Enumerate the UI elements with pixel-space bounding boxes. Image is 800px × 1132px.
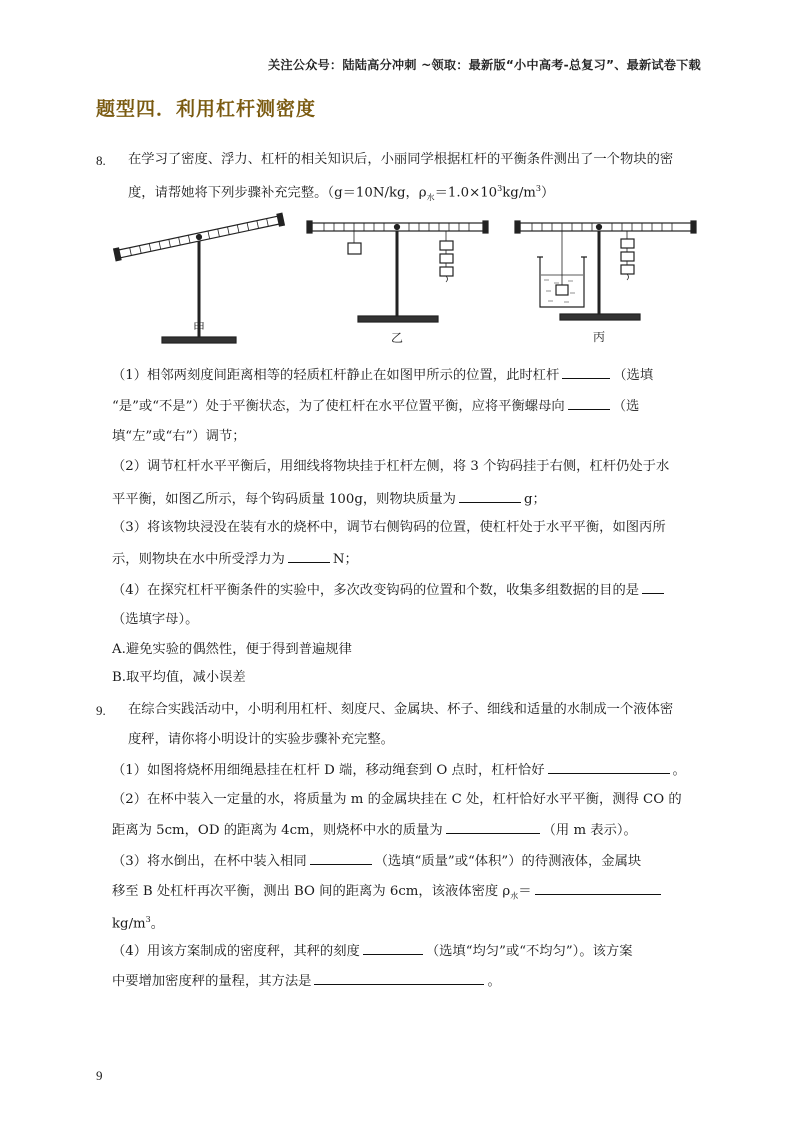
page-number: 9	[96, 1068, 103, 1083]
block-yi	[348, 243, 361, 254]
q8-part2-line2: 平平衡，如图乙所示，每个钩码质量 100g，则物块质量为 g；	[112, 489, 546, 510]
q9-part3-line1: （3）将水倒出，在杯中装入相同 （选填“质量”或“体积”）的待测液体，金属块	[112, 851, 641, 872]
stand-base-jia	[162, 337, 236, 343]
q9-part3-line3: $kg/m^3$。	[112, 915, 165, 932]
q8-part3-line1: （3）将该物块浸没在装有水的烧杯中，调节右侧钩码的位置，使杠杆处于水平平衡，如图丙所	[112, 520, 666, 535]
q8-blank-2[interactable]	[568, 396, 610, 410]
figure-label-jia: 甲	[192, 321, 206, 335]
block-bing	[556, 285, 568, 295]
q8-part2-line1: （2）调节杠杆水平平衡后，用细线将物块挂于杠杆左侧，将 3 个钩码挂于右侧，杠杆仍处于水	[112, 459, 670, 474]
q9-part3-line2: 移至 B 处杠杆再次平衡，测出 BO 间的距离为 6cm，该液体密度 $\rho_水=$	[112, 881, 664, 907]
lever-bar-bing	[515, 221, 696, 233]
q9-part1-line1: （1）如图将烧杯用细绳悬挂在杠杆 D 端，移动绳套到 O 点时，杠杆恰好 。	[112, 760, 686, 781]
q9-blank-4[interactable]	[535, 881, 661, 895]
weight-3-yi	[440, 267, 453, 276]
q8-blank-4[interactable]	[288, 549, 330, 563]
section-title: 题型四．利用杠杆测密度	[96, 98, 317, 120]
q9-part2-line2: 距离为 5cm，OD 的距离为 4cm，则烧杯中水的质量为 （用 m 表示）。	[112, 820, 637, 841]
question-9-number: 9.	[96, 703, 106, 718]
q9-part2-line1: （2）在杯中装入一定量的水，将质量为 m 的金属块挂在 C 处，杠杆恰好水平平衡，测得 CO 的	[112, 792, 682, 807]
q8-part1-line3: 填“左”或“右”）调节；	[112, 429, 246, 444]
q9-stem-line2: 度秤，请你将小明设计的实验步骤补充完整。	[128, 732, 394, 747]
q9-part4-line2: 中要增加密度秤的量程，其方法是 。	[112, 971, 501, 992]
q8-blank-5[interactable]	[642, 580, 664, 594]
stand-base-yi	[358, 316, 438, 322]
q8-blank-3[interactable]	[459, 489, 521, 503]
q8-part1-line2: “是”或“不是”）处于平衡状态，为了使杠杆在水平位置平衡，应将平衡螺母向 （选	[112, 396, 639, 417]
weight-2-yi	[440, 254, 453, 263]
q8-part4-line2: （选填字母）。	[112, 612, 199, 627]
q9-stem-line1: 在综合实践活动中，小明利用杠杆、刻度尺、金属块、杯子、细线和适量的水制成一个液体密	[128, 702, 674, 717]
figure-yi	[307, 221, 488, 322]
lever-bar-yi	[307, 221, 488, 233]
q8-stem-line2: 度，请帮她将下列步骤补充完整。（g＝10N/kg，$\rho_水=1.0\times 10^3kg/m^3$）	[128, 184, 555, 203]
q9-blank-1[interactable]	[548, 760, 670, 774]
q8-part1-line1: （1）相邻两刻度间距离相等的轻质杠杆静止在如图甲所示的位置，此时杠杆 （选填	[112, 365, 653, 386]
q9-blank-6[interactable]	[314, 971, 484, 985]
weight-1-yi	[440, 241, 453, 250]
q8-stem-line1: 在学习了密度、浮力、杠杆的相关知识后，小丽同学根据杠杆的平衡条件测出了一个物块的密	[128, 152, 674, 167]
q9-blank-3[interactable]	[310, 851, 372, 865]
q9-blank-5[interactable]	[363, 941, 423, 955]
q9-blank-2[interactable]	[446, 820, 540, 834]
q8-part3-line2: 示，则物块在水中所受浮力为 N；	[112, 549, 358, 570]
figure-bing	[515, 221, 696, 320]
lever-figures	[112, 205, 712, 350]
q8-option-a: A.避免实验的偶然性，便于得到普遍规律	[112, 642, 352, 657]
q9-part4-line1: （4）用该方案制成的密度秤，其秤的刻度 （选填“均匀”或“不均匀”）。该方案	[112, 941, 633, 962]
q8-blank-1[interactable]	[562, 365, 610, 379]
page-header: 关注公众号：陆陆高分冲刺 ~领取：最新版“小中高考-总复习”、最新试卷下载	[268, 58, 701, 72]
figure-label-bing: 丙	[592, 330, 606, 344]
question-8-number: 8.	[96, 153, 106, 168]
q8-option-b: B.取平均值，减小误差	[112, 670, 246, 685]
stand-base-bing	[560, 314, 640, 320]
figure-label-yi: 乙	[390, 331, 404, 345]
q8-part4-line1: （4）在探究杠杆平衡条件的实验中，多次改变钩码的位置和个数，收集多组数据的目的是	[112, 580, 667, 601]
